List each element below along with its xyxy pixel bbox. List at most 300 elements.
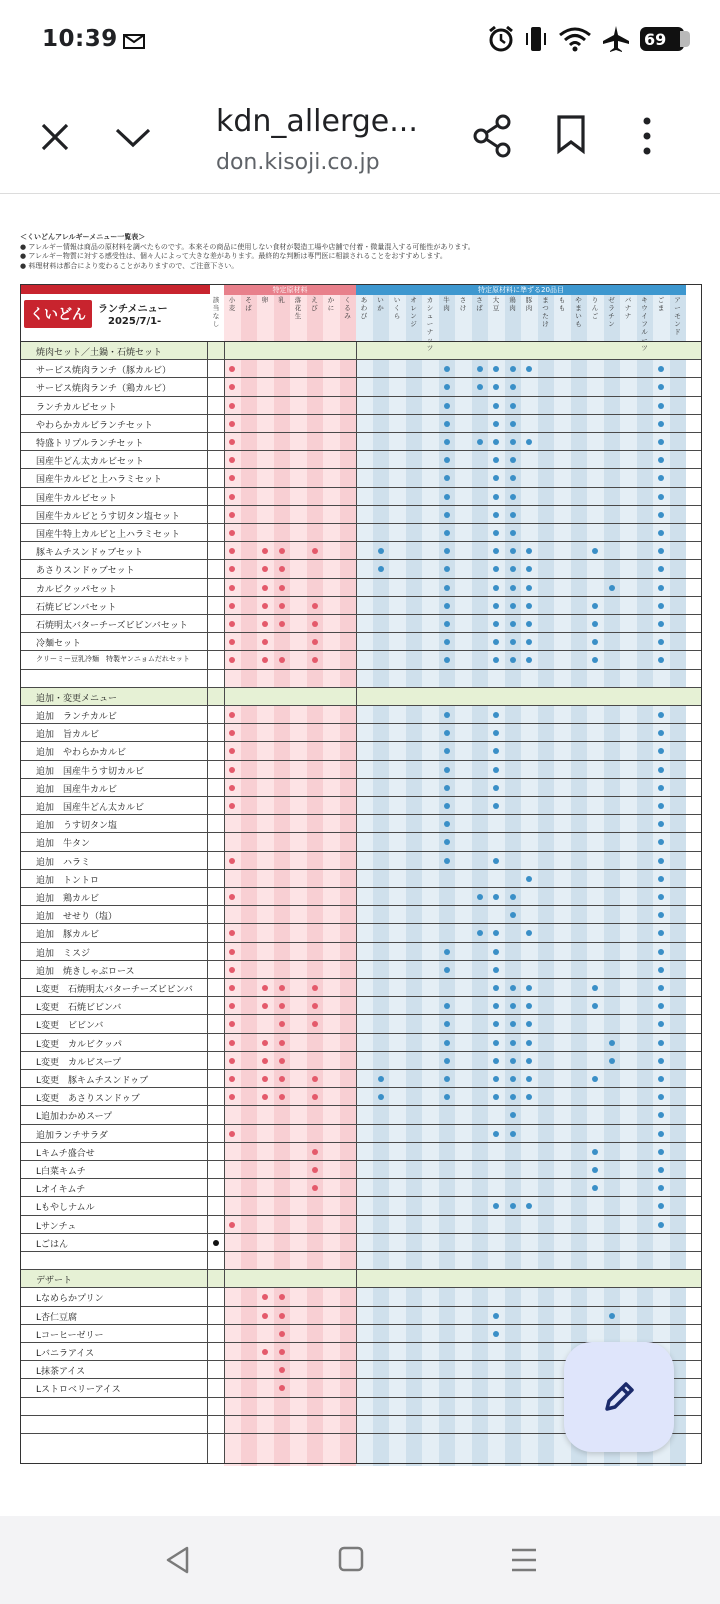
allergen-dot	[229, 1058, 235, 1064]
column-header: 小 麦	[228, 296, 236, 312]
allergen-dot	[592, 1185, 598, 1191]
allergen-dot	[262, 657, 268, 663]
allergen-dot	[444, 494, 450, 500]
table-row	[20, 961, 702, 979]
menu-item-name: Lバニラアイス	[36, 1349, 95, 1359]
back-icon[interactable]	[160, 1544, 196, 1576]
more-options-icon[interactable]	[640, 116, 654, 156]
allergen-dot	[312, 1149, 318, 1155]
allergen-dot	[658, 967, 664, 973]
allergen-dot	[658, 1021, 664, 1027]
allergen-dot	[609, 1040, 615, 1046]
allergen-dot	[229, 930, 235, 936]
group-equivalent-header: 特定原材料に準ずる20品目	[356, 284, 686, 295]
allergen-dot	[312, 657, 318, 663]
column-header: バ ナ ナ	[624, 296, 632, 320]
allergen-dot	[592, 603, 598, 609]
allergen-dot	[444, 803, 450, 809]
menu-item-name: 国産牛カルビと上ハラミセット	[36, 475, 163, 486]
allergen-dot	[229, 730, 235, 736]
allergen-dot	[262, 1040, 268, 1046]
allergen-dot	[510, 1040, 516, 1046]
allergen-dot	[510, 421, 516, 427]
column-header: い く ら	[393, 296, 401, 320]
table-row	[20, 560, 702, 578]
allergen-dot	[510, 475, 516, 481]
browser-toolbar	[0, 82, 720, 194]
table-row	[20, 979, 702, 997]
allergen-dot	[279, 1058, 285, 1064]
menu-item-name: 石焼ビビンバセット	[36, 602, 117, 613]
menu-item-name: L変更 豚キムチスンドゥブ	[36, 1076, 149, 1086]
menu-item-name: L追加わかめスープ	[36, 1112, 113, 1123]
menu-item-name: L変更 石焼明太バターチーズビビンバ	[36, 985, 193, 995]
allergen-dot	[279, 1094, 285, 1100]
column-header: ま つ た け	[542, 296, 549, 328]
menu-item-name: 追加・変更メニュー	[36, 693, 118, 704]
allergen-dot	[658, 548, 664, 554]
airplane-mode-icon	[602, 25, 630, 53]
allergen-dot	[444, 785, 450, 791]
allergen-dot	[526, 1094, 532, 1100]
allergen-dot	[658, 730, 664, 736]
allergen-dot	[510, 366, 516, 372]
menu-item-name: 国産牛カルビとうす切タン塩セット	[36, 511, 181, 522]
allergen-dot	[526, 657, 532, 663]
section-row	[20, 1270, 702, 1288]
table-row	[20, 524, 702, 542]
table-row	[20, 615, 702, 633]
allergen-dot	[262, 639, 268, 645]
allergen-dot	[444, 1040, 450, 1046]
allergen-dot	[444, 1021, 450, 1027]
table-row	[20, 415, 702, 433]
column-header: や ま い も	[575, 296, 582, 328]
table-row	[20, 378, 702, 396]
allergen-dot	[262, 621, 268, 627]
allergen-dot	[658, 1167, 664, 1173]
allergen-dot	[658, 566, 664, 572]
allergen-dot	[510, 912, 516, 918]
table-row	[20, 1288, 702, 1306]
allergen-dot	[279, 1040, 285, 1046]
page-host[interactable]: don.kisoji.co.jp	[216, 150, 380, 175]
table-row	[20, 833, 702, 851]
column-header: り ん ご	[591, 296, 599, 320]
allergen-dot	[312, 603, 318, 609]
allergen-dot	[444, 712, 450, 718]
allergen-dot	[229, 403, 235, 409]
allergen-dot	[279, 1349, 285, 1355]
menu-item-name: 追加 ランチカルビ	[36, 712, 117, 722]
allergen-dot	[493, 730, 499, 736]
allergen-dot	[262, 1003, 268, 1009]
allergen-dot	[526, 585, 532, 591]
allergen-dot	[658, 949, 664, 955]
allergen-dot	[526, 1076, 532, 1082]
table-row	[20, 579, 702, 597]
allergen-dot	[493, 548, 499, 554]
allergen-dot	[658, 512, 664, 518]
edit-button[interactable]	[564, 1342, 674, 1452]
table-row	[20, 943, 702, 961]
note-line: ● 料理材料は都合により変わることがありますので、ご注意下さい。	[20, 261, 239, 270]
allergen-dot	[312, 1167, 318, 1173]
table-row	[20, 742, 702, 760]
allergen-dot	[658, 657, 664, 663]
table-row	[20, 1197, 702, 1215]
menu-item-name: Lなめらかプリン	[36, 1294, 104, 1305]
allergen-dot	[444, 530, 450, 536]
menu-item-name: 追加 牛タン	[36, 839, 91, 850]
allergen-dot	[493, 1331, 499, 1337]
allergen-dot	[493, 803, 499, 809]
menu-item-name: 追加 国産牛うす切カルビ	[36, 766, 145, 777]
allergen-dot	[262, 566, 268, 572]
allergen-dot	[312, 1094, 318, 1100]
allergen-dot	[279, 985, 285, 991]
allergen-dot	[526, 366, 532, 372]
allergen-dot	[229, 475, 235, 481]
allergen-dot	[493, 767, 499, 773]
allergen-dot	[477, 439, 483, 445]
allergen-dot	[229, 603, 235, 609]
allergen-dot	[229, 803, 235, 809]
allergen-dot	[444, 1058, 450, 1064]
allergen-dot	[279, 1003, 285, 1009]
menu-item-name: 追加 旨カルビ	[36, 730, 100, 741]
allergen-dot	[493, 621, 499, 627]
allergen-dot	[510, 603, 516, 609]
table-row	[20, 1252, 702, 1270]
table-row	[20, 1161, 702, 1179]
allergen-dot	[444, 748, 450, 754]
allergen-dot	[229, 530, 235, 536]
allergen-dot	[526, 439, 532, 445]
allergen-dot	[378, 1094, 384, 1100]
allergen-dot	[444, 1076, 450, 1082]
menu-item-name: L変更 カルビスープ	[36, 1057, 122, 1068]
allergen-dot	[477, 894, 483, 900]
menu-item-name: サービス焼肉ランチ（鶏カルビ）	[36, 384, 172, 395]
allergen-dot	[493, 439, 499, 445]
allergen-dot	[229, 949, 235, 955]
allergen-dot	[279, 1076, 285, 1082]
table-row	[20, 797, 702, 815]
menu-date: 2025/7/1-	[108, 316, 162, 327]
allergen-dot	[510, 457, 516, 463]
allergen-dot	[510, 1203, 516, 1209]
menu-item-name: 国産牛カルビセット	[36, 493, 118, 504]
allergen-dot	[493, 930, 499, 936]
allergen-dot	[279, 1385, 285, 1391]
allergen-dot	[444, 767, 450, 773]
allergen-dot	[658, 1131, 664, 1137]
allergen-dot	[493, 1076, 499, 1082]
allergen-dot	[262, 1094, 268, 1100]
allergen-dot	[378, 566, 384, 572]
column-header: あ わ び	[360, 296, 368, 320]
chevron-down-icon[interactable]	[114, 126, 152, 150]
allergen-dot	[229, 494, 235, 500]
home-icon[interactable]	[333, 1544, 369, 1576]
table-row	[20, 451, 702, 469]
allergen-dot	[444, 384, 450, 390]
allergen-dot	[493, 858, 499, 864]
allergen-dot	[229, 1076, 235, 1082]
allergen-dot	[279, 1367, 285, 1373]
allergen-dot	[592, 985, 598, 991]
allergen-dot	[229, 621, 235, 627]
allergen-dot	[279, 566, 285, 572]
recents-icon[interactable]	[506, 1544, 542, 1576]
allergen-dot	[493, 949, 499, 955]
allergen-dot	[526, 876, 532, 882]
allergen-dot	[592, 657, 598, 663]
allergen-dot	[229, 1021, 235, 1027]
allergen-dot	[262, 1313, 268, 1319]
allergen-dot	[378, 1076, 384, 1082]
menu-item-name: 追加 トントロ	[36, 875, 100, 886]
column-header: ゼ ラ チ ン	[608, 296, 615, 328]
menu-item-name: 冷麺セット	[36, 639, 82, 650]
allergen-dot	[279, 1021, 285, 1027]
allergen-dot	[477, 930, 483, 936]
table-row	[20, 1088, 702, 1106]
table-divider	[207, 342, 208, 1464]
allergen-dot	[213, 1240, 219, 1246]
allergen-dot	[444, 657, 450, 663]
group-specific-header: 特定原材料	[224, 284, 356, 295]
bookmark-icon[interactable]	[556, 114, 586, 154]
column-header: ア ー モ ン ド	[674, 296, 681, 336]
allergen-dot	[658, 585, 664, 591]
allergen-dot	[510, 403, 516, 409]
allergen-dot	[312, 1076, 318, 1082]
table-row	[20, 1179, 702, 1197]
menu-item-name: やわらかカルビランチセット	[36, 420, 153, 431]
allergen-dot	[229, 1131, 235, 1137]
allergen-dot	[493, 1131, 499, 1137]
allergen-dot	[262, 548, 268, 554]
document-notes	[20, 233, 700, 271]
allergen-dot	[229, 858, 235, 864]
table-row	[20, 360, 702, 378]
allergen-dot	[279, 1294, 285, 1300]
allergen-dot	[493, 894, 499, 900]
clock: 10:39	[42, 26, 118, 52]
allergen-dot	[312, 621, 318, 627]
column-header: さ け	[459, 296, 467, 312]
column-header: さ ば	[476, 296, 483, 312]
allergen-dot	[510, 1058, 516, 1064]
column-header: ご ま	[657, 296, 665, 312]
table-row	[20, 1106, 702, 1124]
allergen-dot	[658, 1149, 664, 1155]
column-header: い か	[377, 296, 384, 312]
table-row	[20, 633, 702, 651]
allergen-dot	[444, 421, 450, 427]
allergen-dot	[493, 1040, 499, 1046]
allergen-dot	[658, 1058, 664, 1064]
menu-item-name: 追加ランチサラダ	[36, 1130, 108, 1141]
mail-notification-icon	[123, 34, 145, 49]
allergen-dot	[510, 566, 516, 572]
allergen-dot	[444, 439, 450, 445]
table-row	[20, 670, 702, 688]
allergen-dot	[526, 1040, 532, 1046]
system-navigation-bar	[0, 1516, 720, 1604]
allergen-dot	[658, 748, 664, 754]
allergen-dot	[510, 548, 516, 554]
page-title[interactable]: kdn_allerge...	[216, 104, 418, 139]
column-header: え び	[311, 296, 318, 312]
allergen-dot	[444, 967, 450, 973]
table-row	[20, 1015, 702, 1033]
column-header: カ シ ュ ー ナ ッ ツ	[426, 296, 434, 352]
allergen-dot	[262, 585, 268, 591]
menu-item-name: カルビクッパセット	[36, 584, 118, 595]
allergen-dot	[526, 639, 532, 645]
allergen-dot	[658, 1076, 664, 1082]
table-row	[20, 1052, 702, 1070]
allergen-dot	[510, 494, 516, 500]
allergen-dot	[526, 1058, 532, 1064]
allergen-dot	[229, 512, 235, 518]
allergen-dot	[493, 1021, 499, 1027]
allergen-dot	[444, 403, 450, 409]
allergen-dot	[658, 621, 664, 627]
allergen-dot	[444, 366, 450, 372]
allergen-dot	[229, 548, 235, 554]
allergen-dot	[493, 366, 499, 372]
allergen-dot	[658, 858, 664, 864]
menu-item-name: 国産牛どん太カルビセット	[36, 457, 145, 468]
battery-level: 69	[644, 29, 667, 49]
allergen-dot	[262, 1058, 268, 1064]
menu-item-name: L変更 石焼ビビンバ	[36, 1003, 122, 1014]
allergen-dot	[444, 1094, 450, 1100]
allergen-dot	[444, 512, 450, 518]
allergen-dot	[658, 767, 664, 773]
menu-item-name: L抹茶アイス	[36, 1367, 86, 1378]
menu-item-name: あさりスンドゥブセット	[36, 566, 135, 577]
allergen-dot	[493, 1058, 499, 1064]
allergen-dot	[510, 1003, 516, 1009]
close-icon[interactable]	[40, 122, 70, 152]
allergen-dot	[493, 1094, 499, 1100]
allergen-dot	[510, 439, 516, 445]
allergen-dot	[658, 603, 664, 609]
allergen-dot	[229, 366, 235, 372]
allergen-dot	[658, 1185, 664, 1191]
section-row	[20, 342, 702, 360]
menu-item-name: 追加 鶏カルビ	[36, 894, 100, 904]
allergen-dot	[229, 785, 235, 791]
allergen-dot	[658, 366, 664, 372]
table-row	[20, 433, 702, 451]
allergen-dot	[658, 403, 664, 409]
allergen-dot	[658, 1003, 664, 1009]
allergen-dot	[526, 1021, 532, 1027]
allergen-dot	[312, 1021, 318, 1027]
menu-item-name: Lコーヒーゼリー	[36, 1330, 104, 1341]
allergen-dot	[526, 1203, 532, 1209]
menu-item-name: Lもやしナムル	[36, 1203, 95, 1214]
menu-title: ランチメニュー	[98, 304, 168, 315]
menu-item-name: 追加 ハラミ	[36, 857, 91, 868]
allergen-dot	[658, 384, 664, 390]
allergen-dot	[658, 530, 664, 536]
allergen-dot	[493, 530, 499, 536]
pdf-document-view[interactable]	[0, 196, 720, 1516]
allergen-dot	[658, 821, 664, 827]
allergen-dot	[493, 457, 499, 463]
allergen-dot	[312, 639, 318, 645]
allergen-dot	[229, 384, 235, 390]
menu-item-name: 追加 やわらかカルビ	[36, 748, 127, 759]
menu-item-name: 焼肉セット／土鍋・石焼セット	[36, 348, 163, 358]
allergen-dot	[609, 585, 615, 591]
menu-item-name: 追加 国産牛カルビ	[36, 784, 118, 795]
allergen-dot	[279, 548, 285, 554]
allergen-dot	[526, 603, 532, 609]
menu-item-name: 石焼明太バターチーズビビンバセット	[36, 621, 188, 631]
allergen-dot	[279, 621, 285, 627]
pencil-icon	[599, 1377, 639, 1417]
allergen-dot	[279, 1331, 285, 1337]
allergen-dot	[493, 785, 499, 791]
allergen-dot	[658, 930, 664, 936]
status-bar	[0, 0, 720, 82]
allergen-dot	[526, 548, 532, 554]
column-header: そ ば	[245, 296, 252, 312]
column-header: も も	[558, 296, 566, 312]
table-row	[20, 1070, 702, 1088]
allergen-dot	[229, 712, 235, 718]
allergen-dot	[510, 384, 516, 390]
table-row	[20, 779, 702, 797]
allergen-dot	[378, 548, 384, 554]
allergen-dot	[312, 1185, 318, 1191]
allergen-dot	[592, 1167, 598, 1173]
table-row	[20, 1034, 702, 1052]
column-header: キ ウ イ フ ル ー ツ	[641, 296, 648, 352]
allergen-dot	[444, 548, 450, 554]
note-line: ● アレルギー物質に対する感受性は、個々人によって大きな差があります。最終的な判断は専門医に相談されることをおすすめします。	[20, 252, 447, 260]
table-row	[20, 1216, 702, 1234]
allergen-dot	[262, 1349, 268, 1355]
table-row	[20, 397, 702, 415]
allergen-dot	[229, 1222, 235, 1228]
share-icon[interactable]	[472, 114, 512, 158]
allergen-dot	[658, 894, 664, 900]
column-header: 該 当 な し	[212, 296, 220, 328]
allergen-dot	[229, 985, 235, 991]
allergen-dot	[493, 512, 499, 518]
allergen-dot	[658, 985, 664, 991]
allergen-dot	[526, 930, 532, 936]
allergen-dot	[312, 985, 318, 991]
table-row	[20, 1125, 702, 1143]
wifi-icon	[558, 26, 592, 52]
allergen-dot	[444, 730, 450, 736]
battery-indicator	[640, 27, 684, 51]
allergen-dot	[493, 585, 499, 591]
allergen-dot	[526, 566, 532, 572]
table-row	[20, 1143, 702, 1161]
table-row	[20, 815, 702, 833]
